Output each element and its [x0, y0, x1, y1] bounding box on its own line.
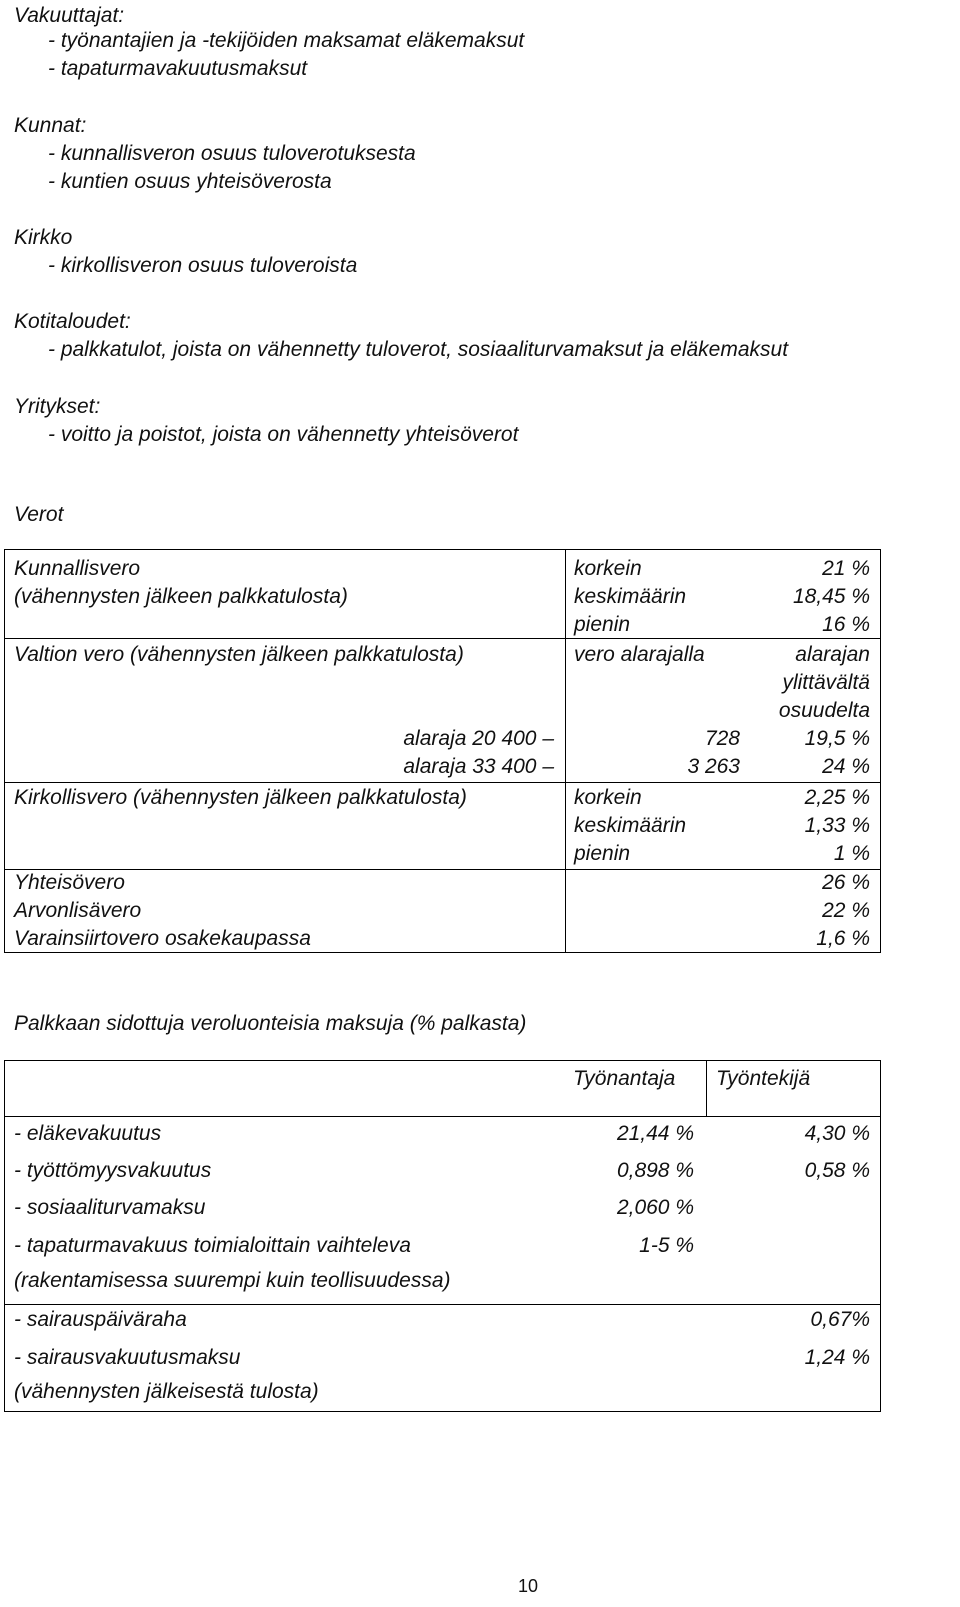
valtion-vero-label: Valtion vero (vähennysten jälkeen palkkatulosta) [14, 643, 464, 666]
list-item: - voitto ja poistot, joista on vähennetty yhteisöverot [48, 423, 519, 446]
employee-rate: 1,24 % [804, 1346, 870, 1369]
table-divider [4, 1304, 881, 1305]
fee-label: - työttömyysvakuutus [14, 1159, 212, 1182]
rate-value: 16 % [822, 613, 870, 636]
rate-value: 1 % [833, 842, 870, 865]
table-divider [4, 638, 881, 639]
tax-label: Arvonlisävero [14, 899, 142, 922]
level-label: korkein [574, 557, 642, 580]
list-item: - tapaturmavakuutusmaksut [48, 57, 308, 80]
rate-value: 21 % [822, 557, 870, 580]
fee-sublabel: (vähennysten jälkeisestä tulosta) [14, 1380, 319, 1403]
section-heading-maksut: Palkkaan sidottuja veroluonteisia maksuja (% palkasta) [14, 1012, 527, 1035]
fee-label: - sosiaaliturvamaksu [14, 1196, 206, 1219]
rate-value: 1,6 % [816, 927, 870, 950]
employer-rate: 2,060 % [616, 1196, 694, 1219]
group-heading-yritykset: Yritykset: [14, 395, 101, 418]
table-divider [706, 1060, 707, 1117]
kunnallisvero-label: Kunnallisvero [14, 557, 141, 580]
fee-sublabel: (rakentamisessa suurempi kuin teollisuudessa) [14, 1269, 451, 1292]
bracket-amount: 3 263 [687, 755, 740, 778]
table-divider [4, 1116, 881, 1117]
fee-label: - sairauspäiväraha [14, 1308, 187, 1331]
tax-label: Varainsiirtovero osakekaupassa [14, 927, 311, 950]
level-label: keskimäärin [574, 585, 687, 608]
rate-value: 1,33 % [804, 814, 870, 837]
level-label: pienin [574, 613, 631, 636]
table-divider [4, 869, 881, 870]
fee-label: - tapaturmavakuus toimialoittain vaihteleva [14, 1234, 411, 1257]
level-label: korkein [574, 786, 642, 809]
bracket-label: alaraja 33 400 – [403, 755, 554, 778]
level-label: keskimäärin [574, 814, 687, 837]
rate-value: 19,5 % [804, 727, 870, 750]
kirkollisvero-label: Kirkollisvero (vähennysten jälkeen palkkatulosta) [14, 786, 467, 809]
table-divider [4, 782, 881, 783]
column-header: ylittävältä [782, 671, 870, 694]
table-divider [565, 549, 566, 872]
rate-value: 24 % [822, 755, 870, 778]
bracket-amount: 728 [704, 727, 740, 750]
employee-rate: 0,67% [810, 1308, 870, 1331]
tax-label: Yhteisövero [14, 871, 125, 894]
rate-value: 22 % [822, 899, 870, 922]
list-item: - kirkollisveron osuus tuloveroista [48, 254, 358, 277]
list-item: - työnantajien ja -tekijöiden maksamat eläkemaksut [48, 29, 525, 52]
bracket-label: alaraja 20 400 – [403, 727, 554, 750]
group-heading-vakuuttajat: Vakuuttajat: [14, 4, 125, 27]
rate-value: 26 % [822, 871, 870, 894]
list-item: - kunnallisveron osuus tuloverotuksesta [48, 142, 416, 165]
page-number: 10 [517, 1576, 539, 1596]
employee-rate: 4,30 % [804, 1122, 870, 1145]
list-item: - palkkatulot, joista on vähennetty tuloverot, sosiaaliturvamaksut ja eläkemaksut [48, 338, 789, 361]
column-header: vero alarajalla [574, 643, 705, 666]
group-heading-kotitaloudet: Kotitaloudet: [14, 310, 131, 333]
list-item: - kuntien osuus yhteisöverosta [48, 170, 332, 193]
column-header: alarajan [795, 643, 870, 666]
column-header: osuudelta [778, 699, 870, 722]
employer-rate: 21,44 % [616, 1122, 694, 1145]
fee-label: - sairausvakuutusmaksu [14, 1346, 241, 1369]
column-header-tyontekija: Työntekijä [716, 1067, 811, 1090]
level-label: pienin [574, 842, 631, 865]
employer-rate: 1-5 % [639, 1234, 694, 1257]
fee-label: - eläkevakuutus [14, 1122, 162, 1145]
column-header-tyonantaja: Työnantaja [573, 1067, 676, 1090]
group-heading-kunnat: Kunnat: [14, 114, 87, 137]
rate-value: 18,45 % [792, 585, 870, 608]
section-heading-verot: Verot [14, 503, 64, 526]
kunnallisvero-sublabel: (vähennysten jälkeen palkkatulosta) [14, 585, 348, 608]
table-divider [565, 869, 566, 953]
employee-rate: 0,58 % [804, 1159, 870, 1182]
rate-value: 2,25 % [804, 786, 870, 809]
employer-rate: 0,898 % [616, 1159, 694, 1182]
group-heading-kirkko: Kirkko [14, 226, 73, 249]
